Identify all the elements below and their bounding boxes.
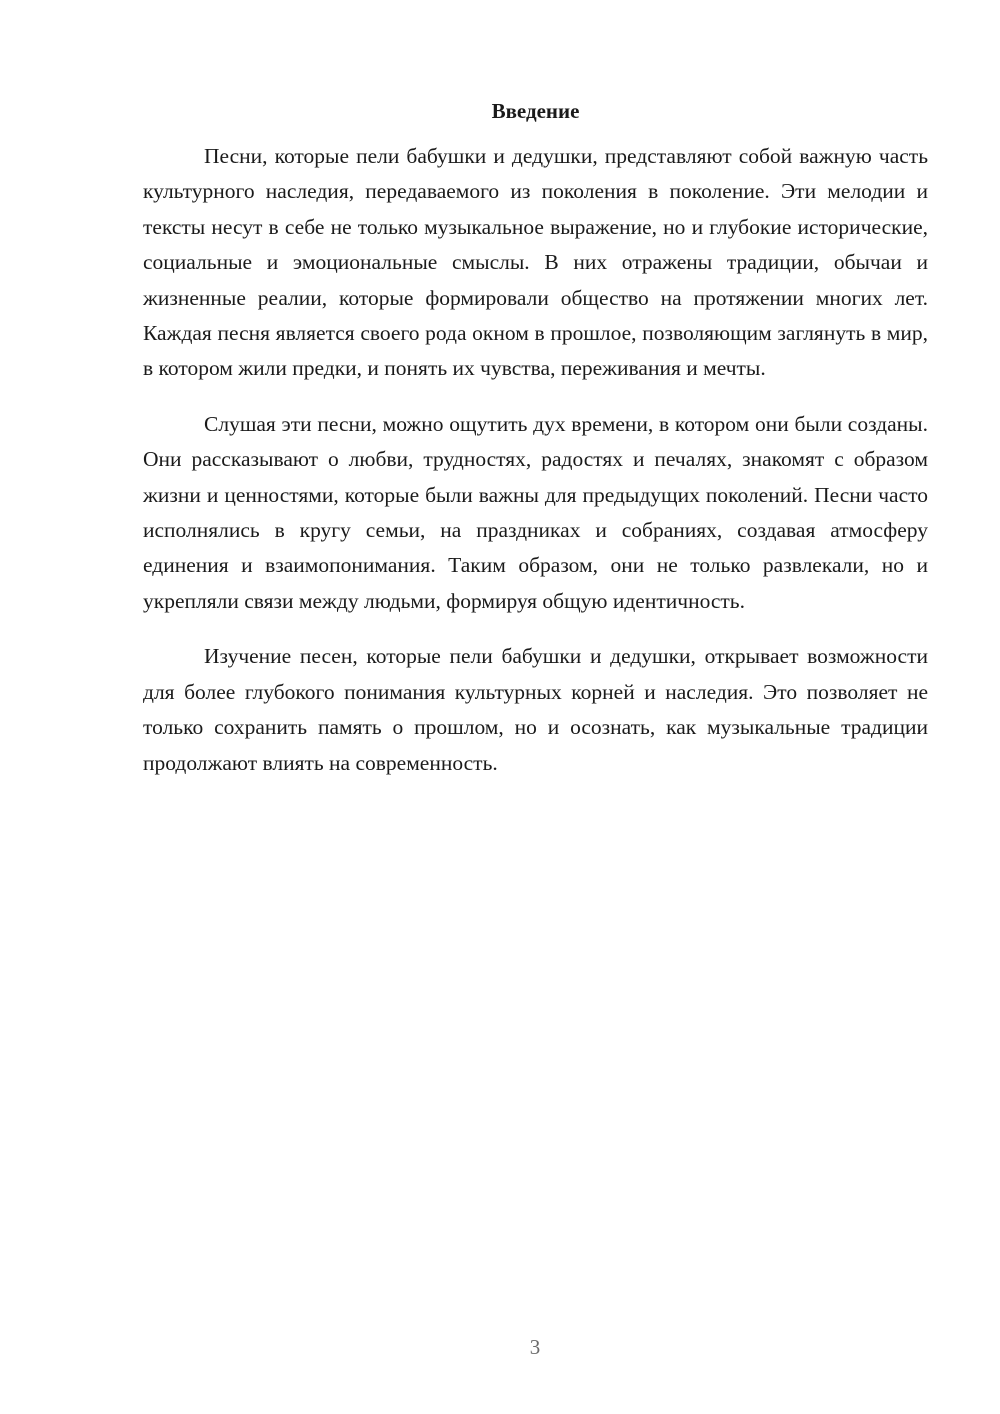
paragraph-3: Изучение песен, которые пели бабушки и дедушки, открывает возможности для более глубокого понимания культурных корней и наследия. Это позволяет не только сохранить память о прошлом, но и осознать, как музыкальные традиции продолжают влиять на современность.: [143, 644, 928, 775]
page-number: 3: [529, 1335, 541, 1359]
paragraph-1: Песни, которые пели бабушки и дедушки, представляют собой важную часть культурного наследия, передаваемого из поколения в поколение. Эти мелодии и тексты несут в себе не только музыкальное выражение, но и глубокие исторические, социальные и эмоциональные смыслы. В них отражены традиции, обычаи и жизненные реалии, которые формировали общество на протяжении многих лет. Каждая песня является своего рода окном в прошлое, позволяющим заглянуть в мир, в котором жили предки, и понять их чувства, переживания и мечты.: [143, 144, 928, 381]
section-heading: Введение: [491, 99, 580, 123]
page-content: [143, 96, 928, 801]
paragraph-2: Слушая эти песни, можно ощутить дух времени, в котором они были созданы. Они рассказывают о любви, трудностях, радостях и печалях, знакомят с образом жизни и ценностями, которые были важны для предыдущих поколений. Песни часто исполнялись в кругу семьи, на праздниках и собраниях, создавая атмосферу единения и взаимопонимания. Таким образом, они не только развлекали, но и укрепляли связи между людьми, формируя общую идентичность.: [143, 411, 928, 613]
